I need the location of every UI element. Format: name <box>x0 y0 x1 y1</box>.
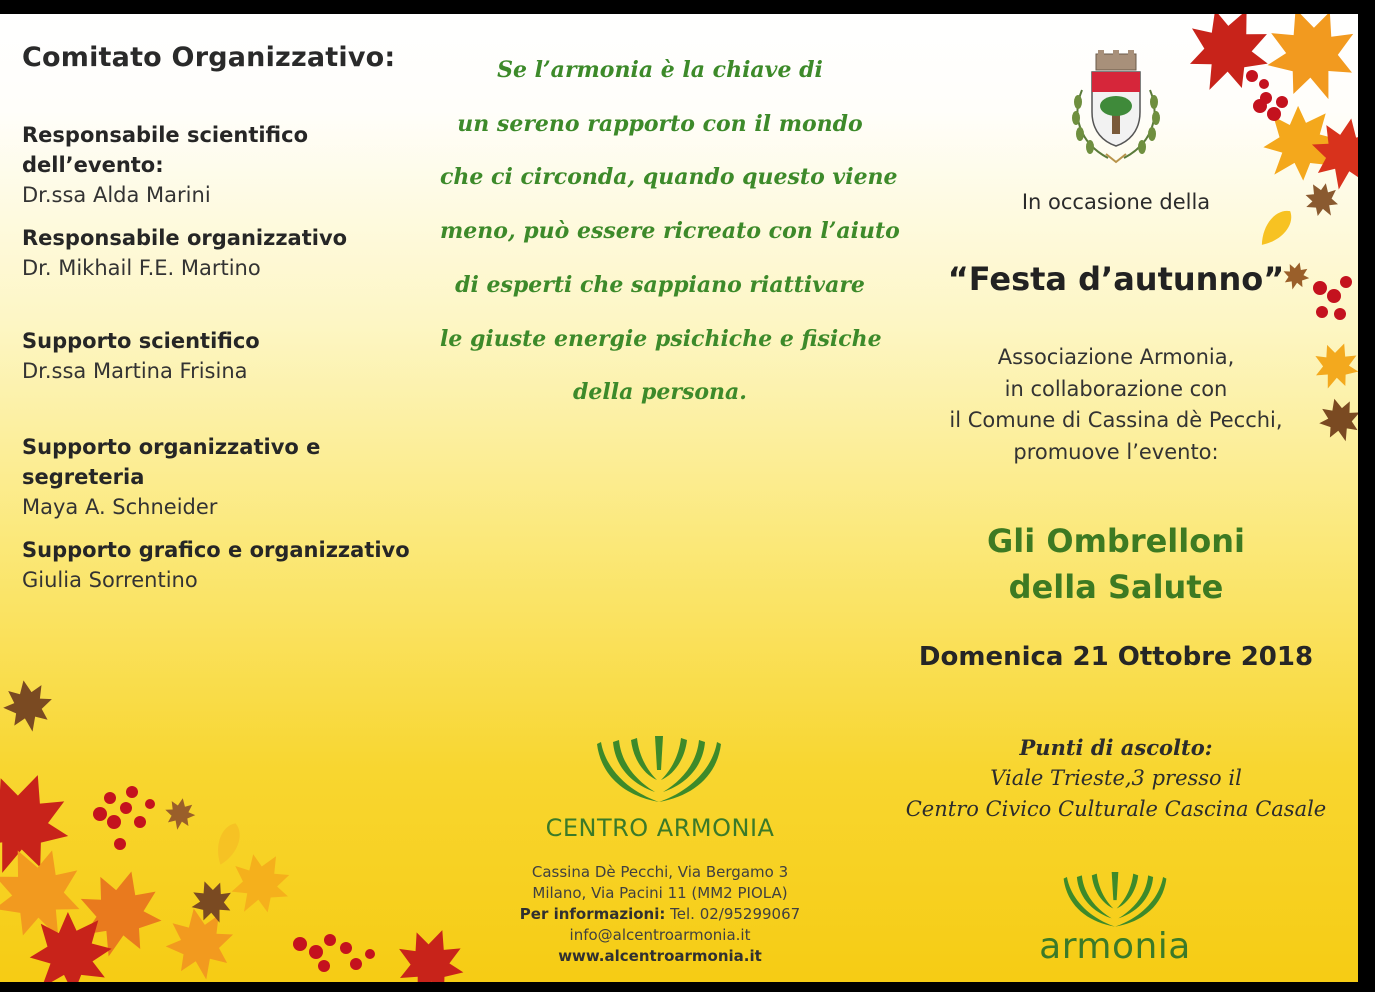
listening-heading: Punti di ascolto: <box>1019 735 1213 760</box>
quote-line: meno, può essere ricreato con l’aiuto <box>440 218 900 245</box>
listening-line: Viale Trieste,3 presso il <box>990 766 1242 790</box>
quote-line: Se l’armonia è la chiave di <box>497 57 823 83</box>
brochure-page <box>0 14 1358 982</box>
promoter-text <box>900 342 1332 468</box>
leaves-bottom-left <box>0 676 474 982</box>
center-email[interactable]: info@alcentroarmonia.it <box>569 926 751 944</box>
event-title-line: della Salute <box>1008 568 1224 606</box>
festa-title: “Festa d’autunno” <box>947 260 1285 298</box>
member-name: Maya A. Schneider <box>22 495 218 519</box>
center-website[interactable]: www.alcentroarmonia.it <box>558 947 762 965</box>
committee-member <box>22 223 442 283</box>
member-role: Supporto scientifico <box>22 329 260 353</box>
promoter-line: Associazione Armonia, <box>997 345 1235 369</box>
info-label: Per informazioni: <box>519 905 666 923</box>
member-role: Responsabile scientifico dell’evento: <box>22 123 308 177</box>
quote-line: un sereno rapporto con il mondo <box>457 110 863 137</box>
center-name: CENTRO ARMONIA <box>545 814 775 842</box>
committee-member <box>22 432 442 522</box>
quote-line: le giuste energie psichiche e fisiche <box>440 325 882 352</box>
armonia-logo-icon <box>1056 872 1174 930</box>
committee-title: Comitato Organizzativo: <box>22 42 396 73</box>
right-edge-bar <box>1358 0 1375 992</box>
committee-member <box>22 120 442 210</box>
quote-line: della persona. <box>573 379 747 406</box>
member-name: Dr.ssa Alda Marini <box>22 183 211 207</box>
event-title <box>900 518 1332 610</box>
promoter-line: in collaborazione con <box>1004 376 1228 401</box>
center-phone-line <box>480 904 840 925</box>
member-name: Dr.ssa Martina Frisina <box>22 359 248 383</box>
member-role: Supporto organizzativo e segreteria <box>22 435 321 489</box>
quote-line: di esperti che sappiano riattivare <box>455 271 865 298</box>
occasion-text: In occasione della <box>1021 190 1211 214</box>
center-address: Milano, Via Pacini 11 (MM2 PIOLA) <box>532 884 788 902</box>
listening-points <box>900 732 1332 825</box>
quote <box>440 44 900 420</box>
promoter-line: il Comune di Cassina dè Pecchi, <box>949 408 1283 432</box>
member-role: Responsabile organizzativo <box>22 226 348 250</box>
center-contacts <box>480 862 840 967</box>
crest-icon <box>1068 50 1164 168</box>
member-role: Supporto grafico e organizzativo <box>22 538 410 562</box>
armonia-logo-icon <box>597 736 721 806</box>
listening-line: Centro Civico Culturale Cascina Casale <box>905 797 1327 821</box>
promoter-line: promuove l’evento: <box>1013 439 1219 464</box>
committee-member <box>22 326 442 386</box>
member-name: Giulia Sorrentino <box>22 568 198 592</box>
center-address: Cassina Dè Pecchi, Via Bergamo 3 <box>531 863 789 881</box>
armonia-wordmark: armonia <box>1039 926 1191 967</box>
committee-member <box>22 535 442 595</box>
center-phone: Tel. 02/95299067 <box>670 905 801 923</box>
quote-line: che ci circonda, quando questo viene <box>440 164 898 191</box>
member-name: Dr. Mikhail F.E. Martino <box>22 256 261 280</box>
event-title-line: Gli Ombrelloni <box>987 522 1245 560</box>
event-date: Domenica 21 Ottobre 2018 <box>918 642 1314 672</box>
